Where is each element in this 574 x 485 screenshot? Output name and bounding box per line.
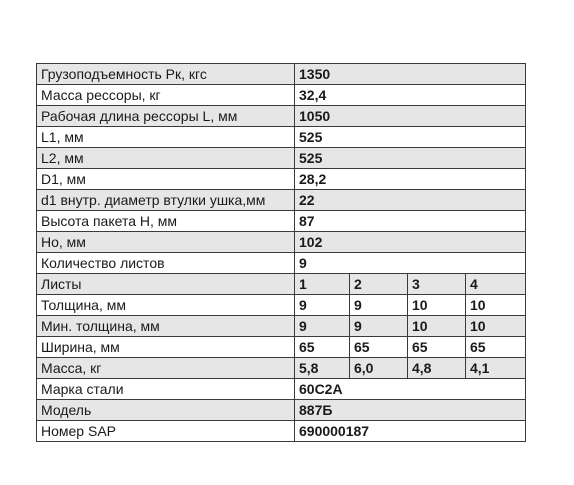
leaf-cell: 10 (408, 316, 466, 337)
leaf-cell: 6,0 (350, 358, 408, 379)
row-value: 60С2А (295, 379, 526, 400)
row-label: d1 внутр. диаметр втулки ушка,мм (37, 190, 295, 211)
table-row (37, 400, 526, 421)
leaf-row (37, 337, 526, 358)
specification-table (36, 63, 526, 442)
leaf-cell: 65 (466, 337, 526, 358)
table-row (37, 421, 526, 442)
table-row (37, 169, 526, 190)
leaf-cell: 65 (408, 337, 466, 358)
row-label: Листы (37, 274, 295, 295)
row-value: 1350 (295, 64, 526, 85)
leaf-cell: 9 (295, 295, 350, 316)
row-value: 9 (295, 253, 526, 274)
row-value: 690000187 (295, 421, 526, 442)
table-row (37, 85, 526, 106)
row-value: 525 (295, 127, 526, 148)
leaf-cell: 65 (295, 337, 350, 358)
table-row (37, 106, 526, 127)
row-label: Но, мм (37, 232, 295, 253)
row-label: Модель (37, 400, 295, 421)
leaf-row (37, 295, 526, 316)
row-label: Рабочая длина рессоры L, мм (37, 106, 295, 127)
row-label: Количество листов (37, 253, 295, 274)
row-label: L2, мм (37, 148, 295, 169)
leaf-cell: 10 (408, 295, 466, 316)
row-value: 28,2 (295, 169, 526, 190)
table-row (37, 127, 526, 148)
leaf-cell: 2 (350, 274, 408, 295)
row-label: Ширина, мм (37, 337, 295, 358)
row-label: L1, мм (37, 127, 295, 148)
row-label: Мин. толщина, мм (37, 316, 295, 337)
row-label: Марка стали (37, 379, 295, 400)
leaf-cell: 4,8 (408, 358, 466, 379)
leaf-cell: 9 (350, 316, 408, 337)
row-value: 102 (295, 232, 526, 253)
row-value: 22 (295, 190, 526, 211)
table-row (37, 211, 526, 232)
row-value: 87 (295, 211, 526, 232)
row-label: Масса рессоры, кг (37, 85, 295, 106)
leaf-cell: 4 (466, 274, 526, 295)
leaf-header-row (37, 274, 526, 295)
leaf-cell: 9 (295, 316, 350, 337)
leaf-cell: 1 (295, 274, 350, 295)
leaf-row (37, 358, 526, 379)
table-row (37, 190, 526, 211)
table-row (37, 64, 526, 85)
row-label: Масса, кг (37, 358, 295, 379)
table-row (37, 253, 526, 274)
row-label: Высота пакета Н, мм (37, 211, 295, 232)
table-row (37, 148, 526, 169)
row-label: Толщина, мм (37, 295, 295, 316)
row-value: 887Б (295, 400, 526, 421)
leaf-cell: 10 (466, 295, 526, 316)
row-label: D1, мм (37, 169, 295, 190)
table-row (37, 379, 526, 400)
leaf-cell: 3 (408, 274, 466, 295)
row-label: Номер SAP (37, 421, 295, 442)
row-value: 525 (295, 148, 526, 169)
leaf-cell: 65 (350, 337, 408, 358)
leaf-cell: 5,8 (295, 358, 350, 379)
leaf-cell: 9 (350, 295, 408, 316)
leaf-row (37, 316, 526, 337)
leaf-cell: 4,1 (466, 358, 526, 379)
row-value: 32,4 (295, 85, 526, 106)
table-row (37, 232, 526, 253)
row-value: 1050 (295, 106, 526, 127)
row-label: Грузоподъемность Pк, кгс (37, 64, 295, 85)
leaf-cell: 10 (466, 316, 526, 337)
